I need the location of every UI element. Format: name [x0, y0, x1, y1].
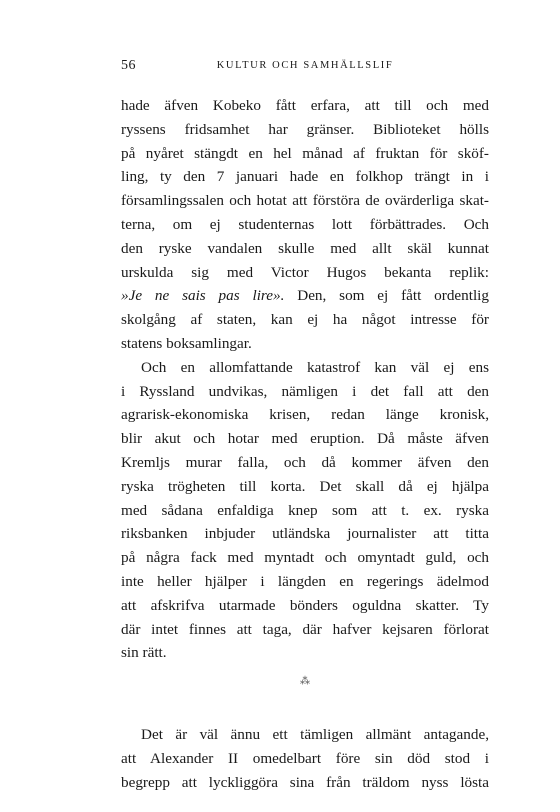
page-body — [121, 94, 489, 795]
text-line: terna, om ej studenternas lott förbättrades. Och — [121, 215, 489, 233]
text-line: Kremljs murar falla, och då kommer äfven den — [121, 453, 489, 471]
text-line: med sådana enfaldiga knep som att t. ex. ryska — [121, 501, 489, 519]
text-line: Det är väl ännu ett tämligen allmänt antagande, — [141, 726, 489, 744]
page-header — [121, 58, 489, 78]
paragraph-1 — [121, 94, 489, 356]
quote-line-rest: Den, som ej fått ordentlig — [284, 287, 489, 305]
text-line: statens boksamlingar. — [121, 334, 252, 352]
text-line: skolgång af staten, kan ej ha något intresse för — [121, 311, 489, 329]
running-head: KULTUR OCH SAMHÄLLSLIF — [216, 60, 394, 71]
text-line: ryssens fridsamhet har gränser. Biblioteket hölls — [121, 120, 489, 138]
text-line: inte heller hjälper i längden en regerings ädelmod — [121, 572, 489, 590]
text-line: att Alexander II omedelbart före sin död stod i — [121, 749, 489, 767]
text-line: Och en allomfattande katastrof kan väl ej ens — [141, 358, 489, 376]
text-line: hade äfven Kobeko fått erfara, att till och med — [121, 97, 489, 114]
text-line: på några fack med myntadt och omyntadt guld, och — [121, 549, 489, 567]
text-line: sin rätt. — [121, 644, 167, 662]
text-line: blir akut och hotar med eruption. Då måste äfven — [121, 430, 489, 448]
page-number: 56 — [121, 58, 136, 73]
text-line: begrepp att lyckliggöra sina från träldom nyss lösta — [121, 773, 489, 791]
text-line: i Ryssland undvikas, nämligen i det fall att den — [121, 382, 489, 400]
paragraph-3 — [121, 723, 489, 794]
text-line: agrarisk-ekonomiska krisen, redan länge kronisk, — [121, 406, 489, 424]
text-line: församlingssalen och hotat att förstöra de ovärderliga skat- — [121, 192, 489, 210]
text-line: där intet finnes att taga, där hafver kejsaren förlorat — [121, 620, 489, 638]
paragraph-2 — [121, 356, 489, 665]
text-line: på nyåret stängdt en hel månad af fruktan för sköf- — [121, 144, 489, 162]
text-line: den ryske vandalen skulle med allt skäl kunnat — [121, 239, 489, 257]
text-line: urskulda sig med Victor Hugos bekanta replik: — [121, 263, 489, 281]
section-break-mark: ⁂ — [300, 676, 310, 688]
text-line: ryska trögheten till korta. Det skall då ej hjälpa — [121, 477, 489, 495]
text-line: att afskrifva utarmade bönders oguldna skatter. Ty — [121, 596, 489, 614]
text-line-with-quote — [121, 284, 489, 308]
text-line: ling, ty den 7 januari hade en folkhop trängt in i — [121, 168, 489, 186]
text-line: riksbanken inbjuder utländska journalister att titta — [121, 525, 489, 543]
quote-text: »Je ne sais pas lire». — [121, 287, 285, 305]
